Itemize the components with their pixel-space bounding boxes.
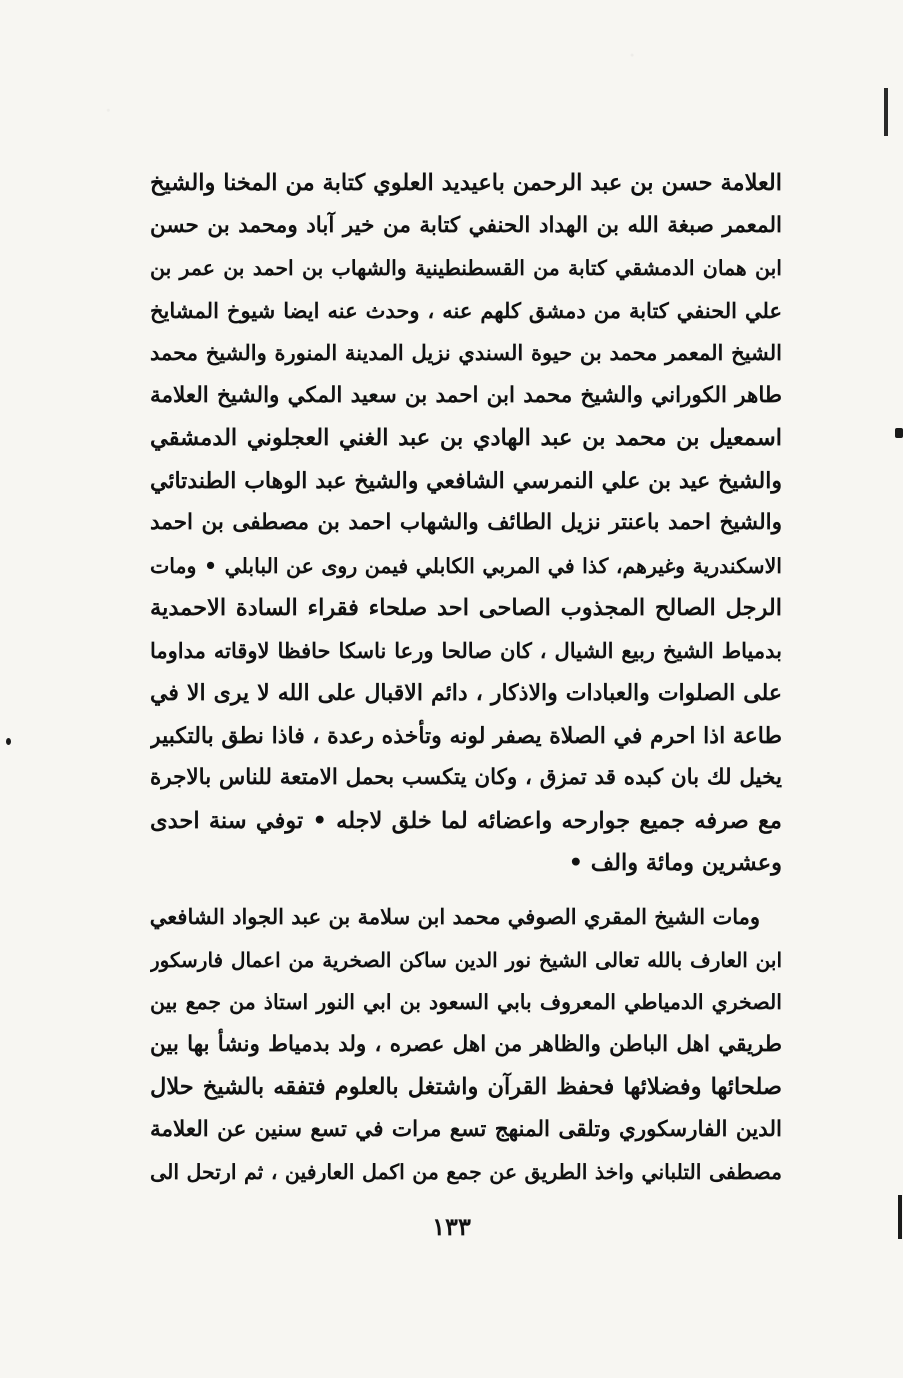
text-line: صلحائها وفضلائها فحفظ القرآن واشتغل بالعلوم فتفقه بالشيخ حلال	[150, 1074, 782, 1100]
text-line: ابن العارف بالله تعالى الشيخ نور الدين ساكن الصخرية من اعمال فارسكور	[150, 947, 782, 972]
page-number: ١٣٣	[432, 1212, 471, 1241]
text-line: طريقي اهل الباطن والظاهر من اهل عصره ، ولد بدمياط ونشأ بها بين	[150, 1031, 782, 1057]
paragraph-1	[150, 162, 782, 885]
text-line: طاعة اذا احرم في الصلاة يصفر لونه وتأخذه رعدة ، فاذا نطق بالتكبير	[150, 722, 782, 749]
scan-edge-shadow	[898, 1195, 902, 1239]
text-line: ابن همان الدمشقي كتابة من القسطنطينية والشهاب بن احمد بن عمر بن	[150, 256, 782, 280]
scan-edge-shadow	[884, 88, 888, 136]
text-line: المعمر صبغة الله بن الهداد الحنفي كتابة من خير آباد ومحمد بن حسن	[150, 212, 782, 238]
text-line: الرجل الصالح المجذوب الصاحى احد صلحاء فقراء السادة الاحمدية	[150, 595, 782, 621]
text-line: وعشرين ومائة والف •	[568, 850, 782, 876]
text-line: طاهر الكوراني والشيخ محمد ابن احمد بن سعيد المكي والشيخ العلامة	[150, 382, 782, 408]
text-line: بدمياط الشيخ ربيع الشيال ، كان صالحا ورعا ناسكا حافظا لاوقاته مداوما	[150, 637, 782, 663]
text-line: الاسكندرية وغيرهم، كذا في المربي الكابلي فيمن روى عن البابلي • ومات	[150, 553, 782, 578]
text-line: الشيخ المعمر محمد بن حيوة السندي نزيل المدينة المنورة والشيخ محمد	[150, 340, 782, 365]
scan-speck	[895, 428, 903, 438]
text-line: العلامة حسن بن عبد الرحمن باعيديد العلوي كتابة من المخنا والشيخ	[150, 170, 782, 196]
scan-speck	[6, 738, 11, 745]
text-line: مصطفى التلباني واخذ الطريق عن جمع من اكمل العارفين ، ثم ارتحل الى	[150, 1160, 782, 1184]
text-line: مع صرفه جميع جوارحه واعضائه لما خلق لاجله • توفي سنة احدى	[150, 807, 782, 834]
text-line: والشيخ احمد باعنتر نزيل الطائف والشهاب احمد بن مصطفى بن احمد	[150, 510, 782, 535]
text-line: اسمعيل بن محمد بن عبد الهادي بن عبد الغني العجلوني الدمشقي	[150, 425, 782, 451]
text-line: على الصلوات والعبادات والاذكار ، دائم الاقبال على الله لا يرى الا في	[150, 680, 782, 706]
text-line: علي الحنفي كتابة من دمشق كلهم عنه ، وحدث عنه ايضا شيوخ المشايخ	[150, 297, 782, 323]
text-line: ومات الشيخ المقري الصوفي محمد ابن سلامة بن عبد الجواد الشافعي	[150, 904, 760, 929]
text-line: الدين الفارسكوري وتلقى المنهج تسع مرات في تسع سنين عن العلامة	[150, 1116, 782, 1142]
paragraph-2	[150, 896, 782, 1194]
text-line: والشيخ عيد بن علي النمرسي الشافعي والشيخ عبد الوهاب الطندتائي	[150, 467, 782, 494]
text-line: الصخري الدمياطي المعروف بابي السعود بن ابي النور استاذ من جمع بين	[150, 990, 782, 1014]
text-line: يخيل لك بان كبده قد تمزق ، وكان يتكسب بحمل الامتعة للناس بالاجرة	[150, 765, 782, 790]
